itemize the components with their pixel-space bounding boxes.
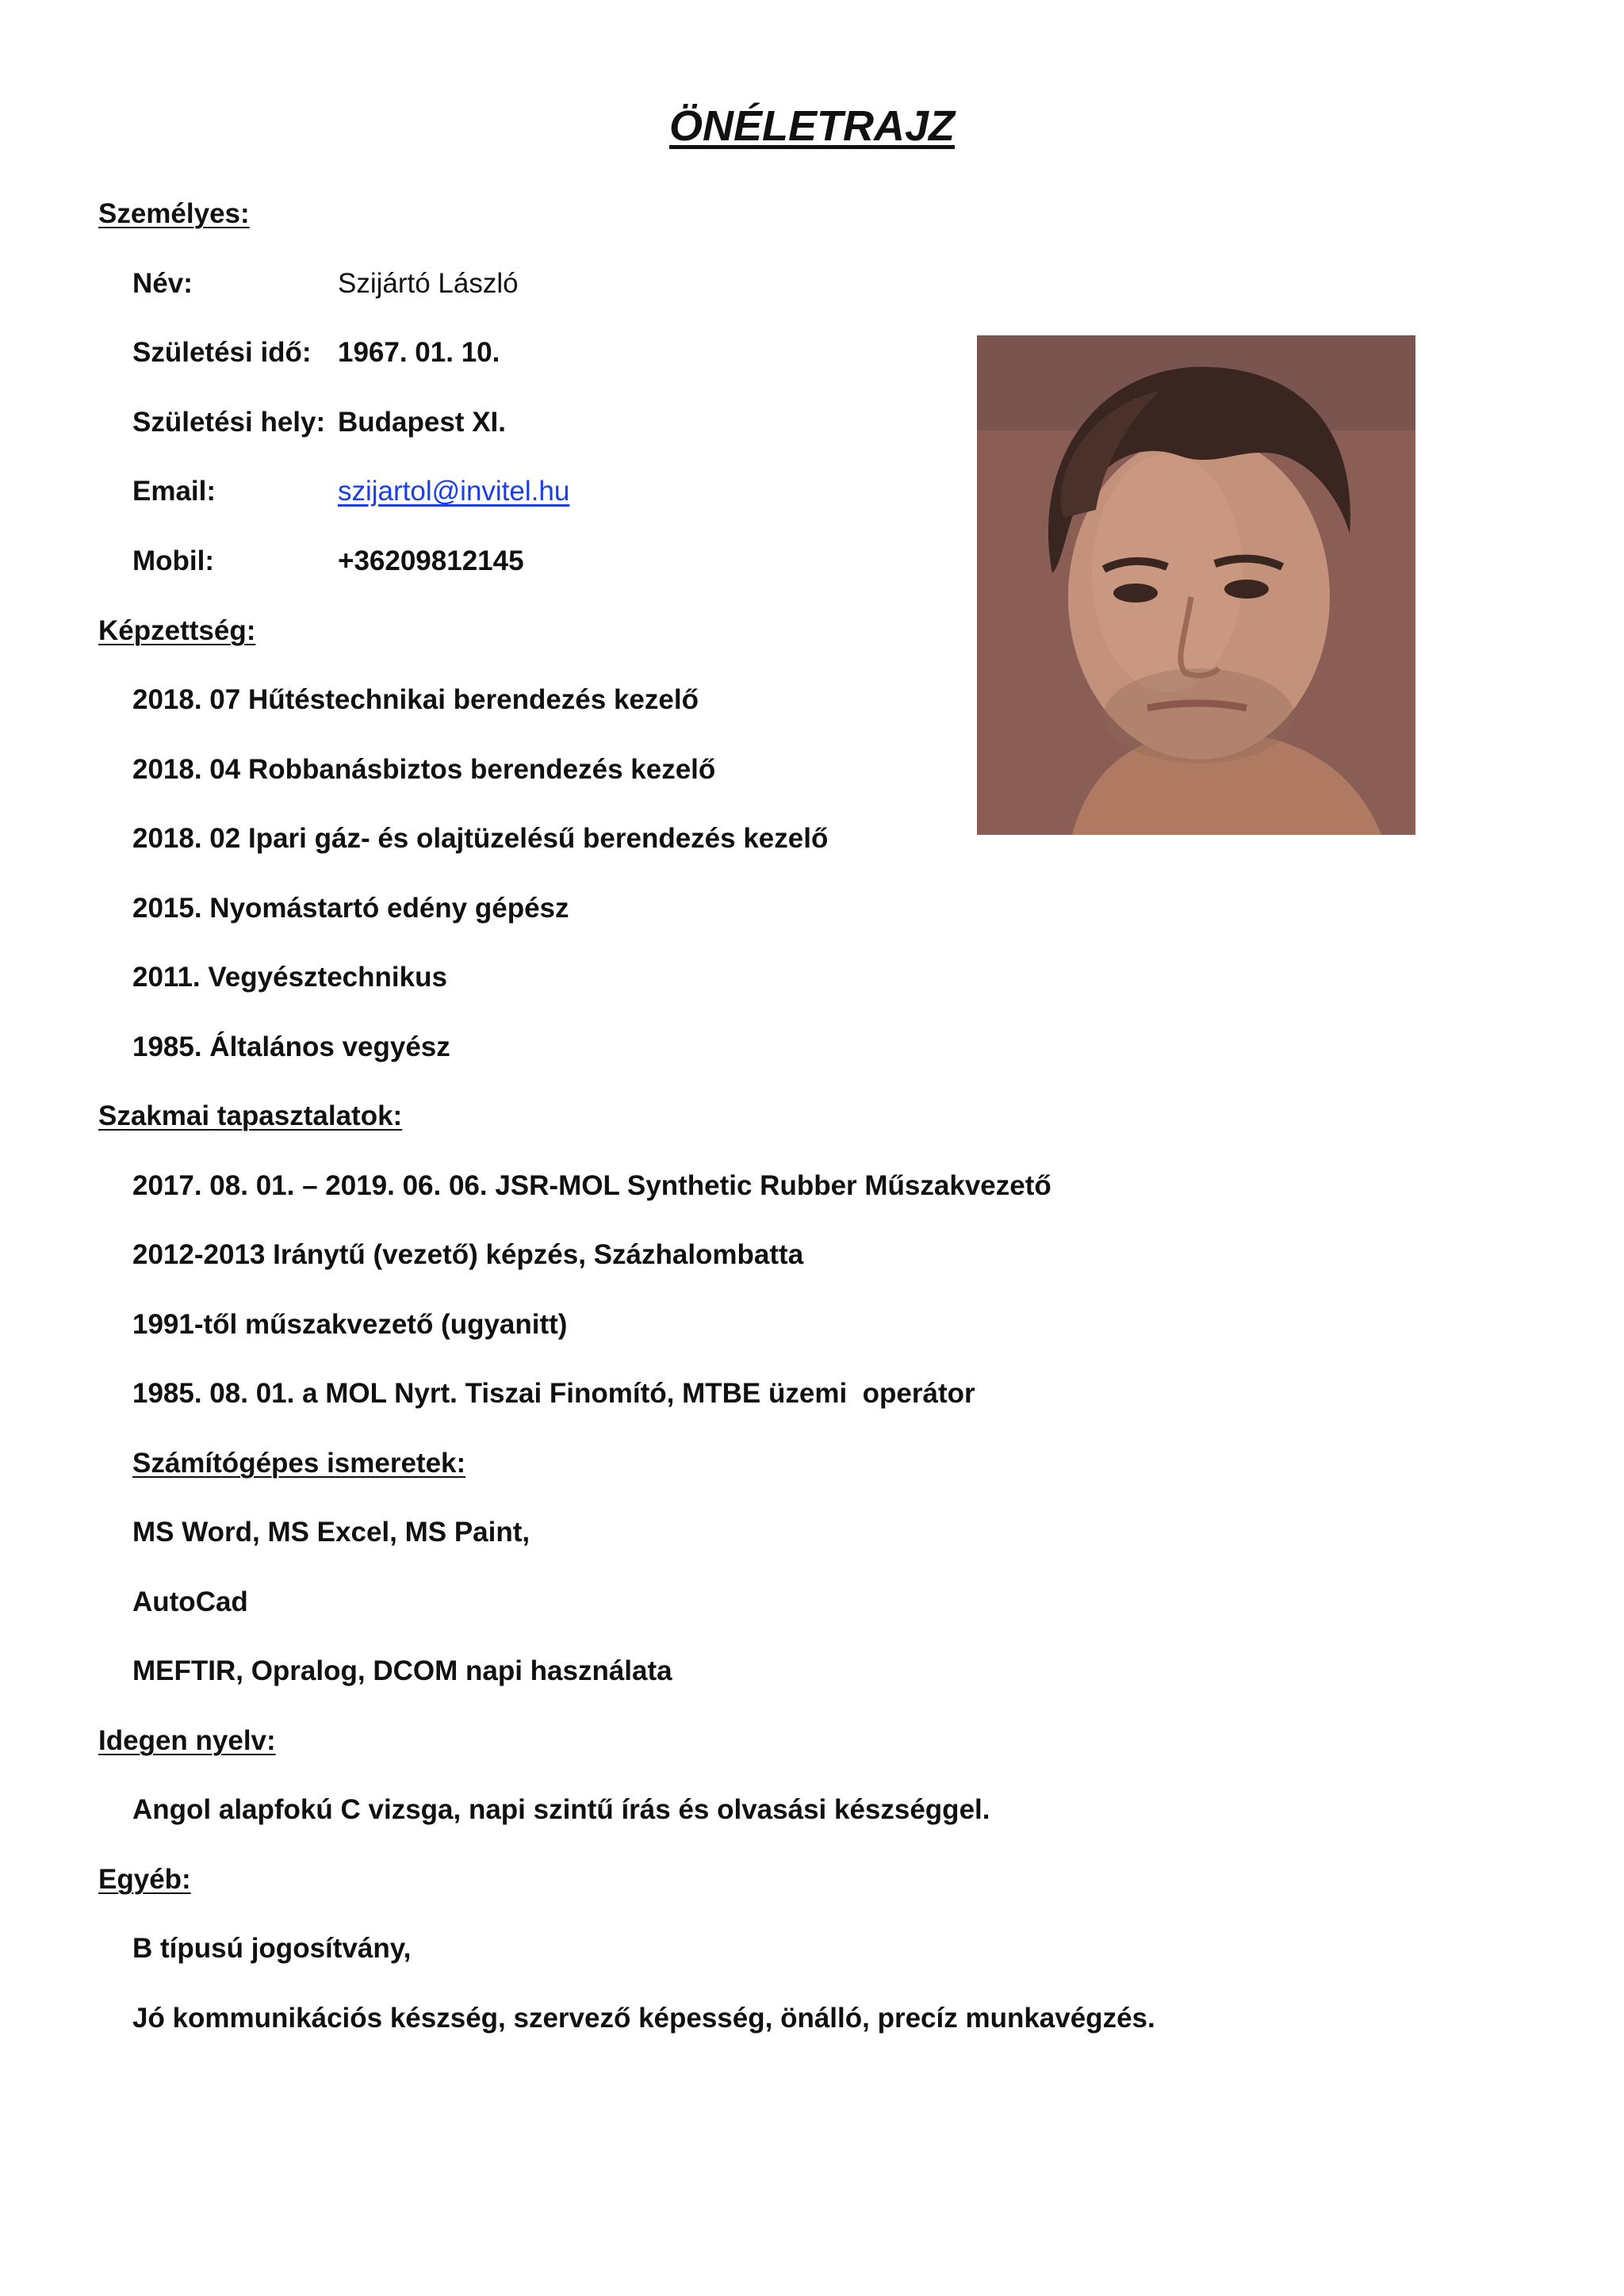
field-label-birth-place: Születési hely:	[132, 407, 326, 438]
email-link[interactable]: szijartol@invitel.hu	[338, 476, 570, 507]
education-item: 2011. Vegyésztechnikus	[132, 962, 447, 993]
section-heading-other: Egyéb:	[98, 1864, 191, 1895]
education-item: 2018. 02 Ipari gáz- és olajtüzelésű berendezés kezelő	[132, 823, 829, 854]
field-value-birth-place: Budapest XI.	[338, 407, 506, 438]
computer-item: AutoCad	[132, 1586, 248, 1617]
portrait-photo-icon	[977, 335, 1415, 835]
language-item: Angol alapfokú C vizsga, napi szintű írás és olvasási készséggel.	[132, 1794, 990, 1825]
education-item: 2015. Nyomástartó edény gépész	[132, 893, 569, 924]
field-value-name: Szijártó László	[338, 268, 519, 299]
other-item: B típusú jogosítvány,	[132, 1933, 412, 1964]
education-item: 1985. Általános vegyész	[132, 1031, 450, 1062]
section-heading-languages: Idegen nyelv:	[98, 1725, 276, 1756]
experience-item: 2012-2013 Iránytű (vezető) képzés, Százhalombatta	[132, 1239, 804, 1270]
field-value-birth-date: 1967. 01. 10.	[338, 337, 500, 368]
section-heading-personal: Személyes:	[98, 198, 250, 229]
section-heading-education: Képzettség:	[98, 615, 256, 646]
experience-item: 2017. 08. 01. – 2019. 06. 06. JSR-MOL Synthetic Rubber Műszakvezető	[132, 1170, 1051, 1201]
section-heading-computer: Számítógépes ismeretek:	[132, 1448, 466, 1479]
section-heading-experience: Szakmai tapasztalatok:	[98, 1100, 403, 1131]
computer-item: MS Word, MS Excel, MS Paint,	[132, 1517, 530, 1548]
experience-item: 1985. 08. 01. a MOL Nyrt. Tiszai Finomító, MTBE üzemi operátor	[132, 1378, 975, 1409]
other-item: Jó kommunikációs készség, szervező képesség, önálló, precíz munkavégzés.	[132, 2003, 1155, 2034]
computer-item: MEFTIR, Opralog, DCOM napi használata	[132, 1655, 672, 1686]
field-label-birth-date: Születési idő:	[132, 337, 312, 368]
field-label-name: Név:	[132, 268, 193, 299]
page-title: ÖNÉLETRAJZ	[668, 102, 956, 150]
education-item: 2018. 07 Hűtéstechnikai berendezés kezelő	[132, 684, 699, 715]
field-label-mobile: Mobil:	[132, 545, 215, 576]
experience-item: 1991-től műszakvezető (ugyanitt)	[132, 1309, 568, 1340]
portrait-photo	[977, 335, 1415, 835]
field-value-mobile: +36209812145	[338, 545, 524, 576]
field-label-email: Email:	[132, 476, 216, 507]
education-item: 2018. 04 Robbanásbiztos berendezés kezelő	[132, 754, 716, 785]
